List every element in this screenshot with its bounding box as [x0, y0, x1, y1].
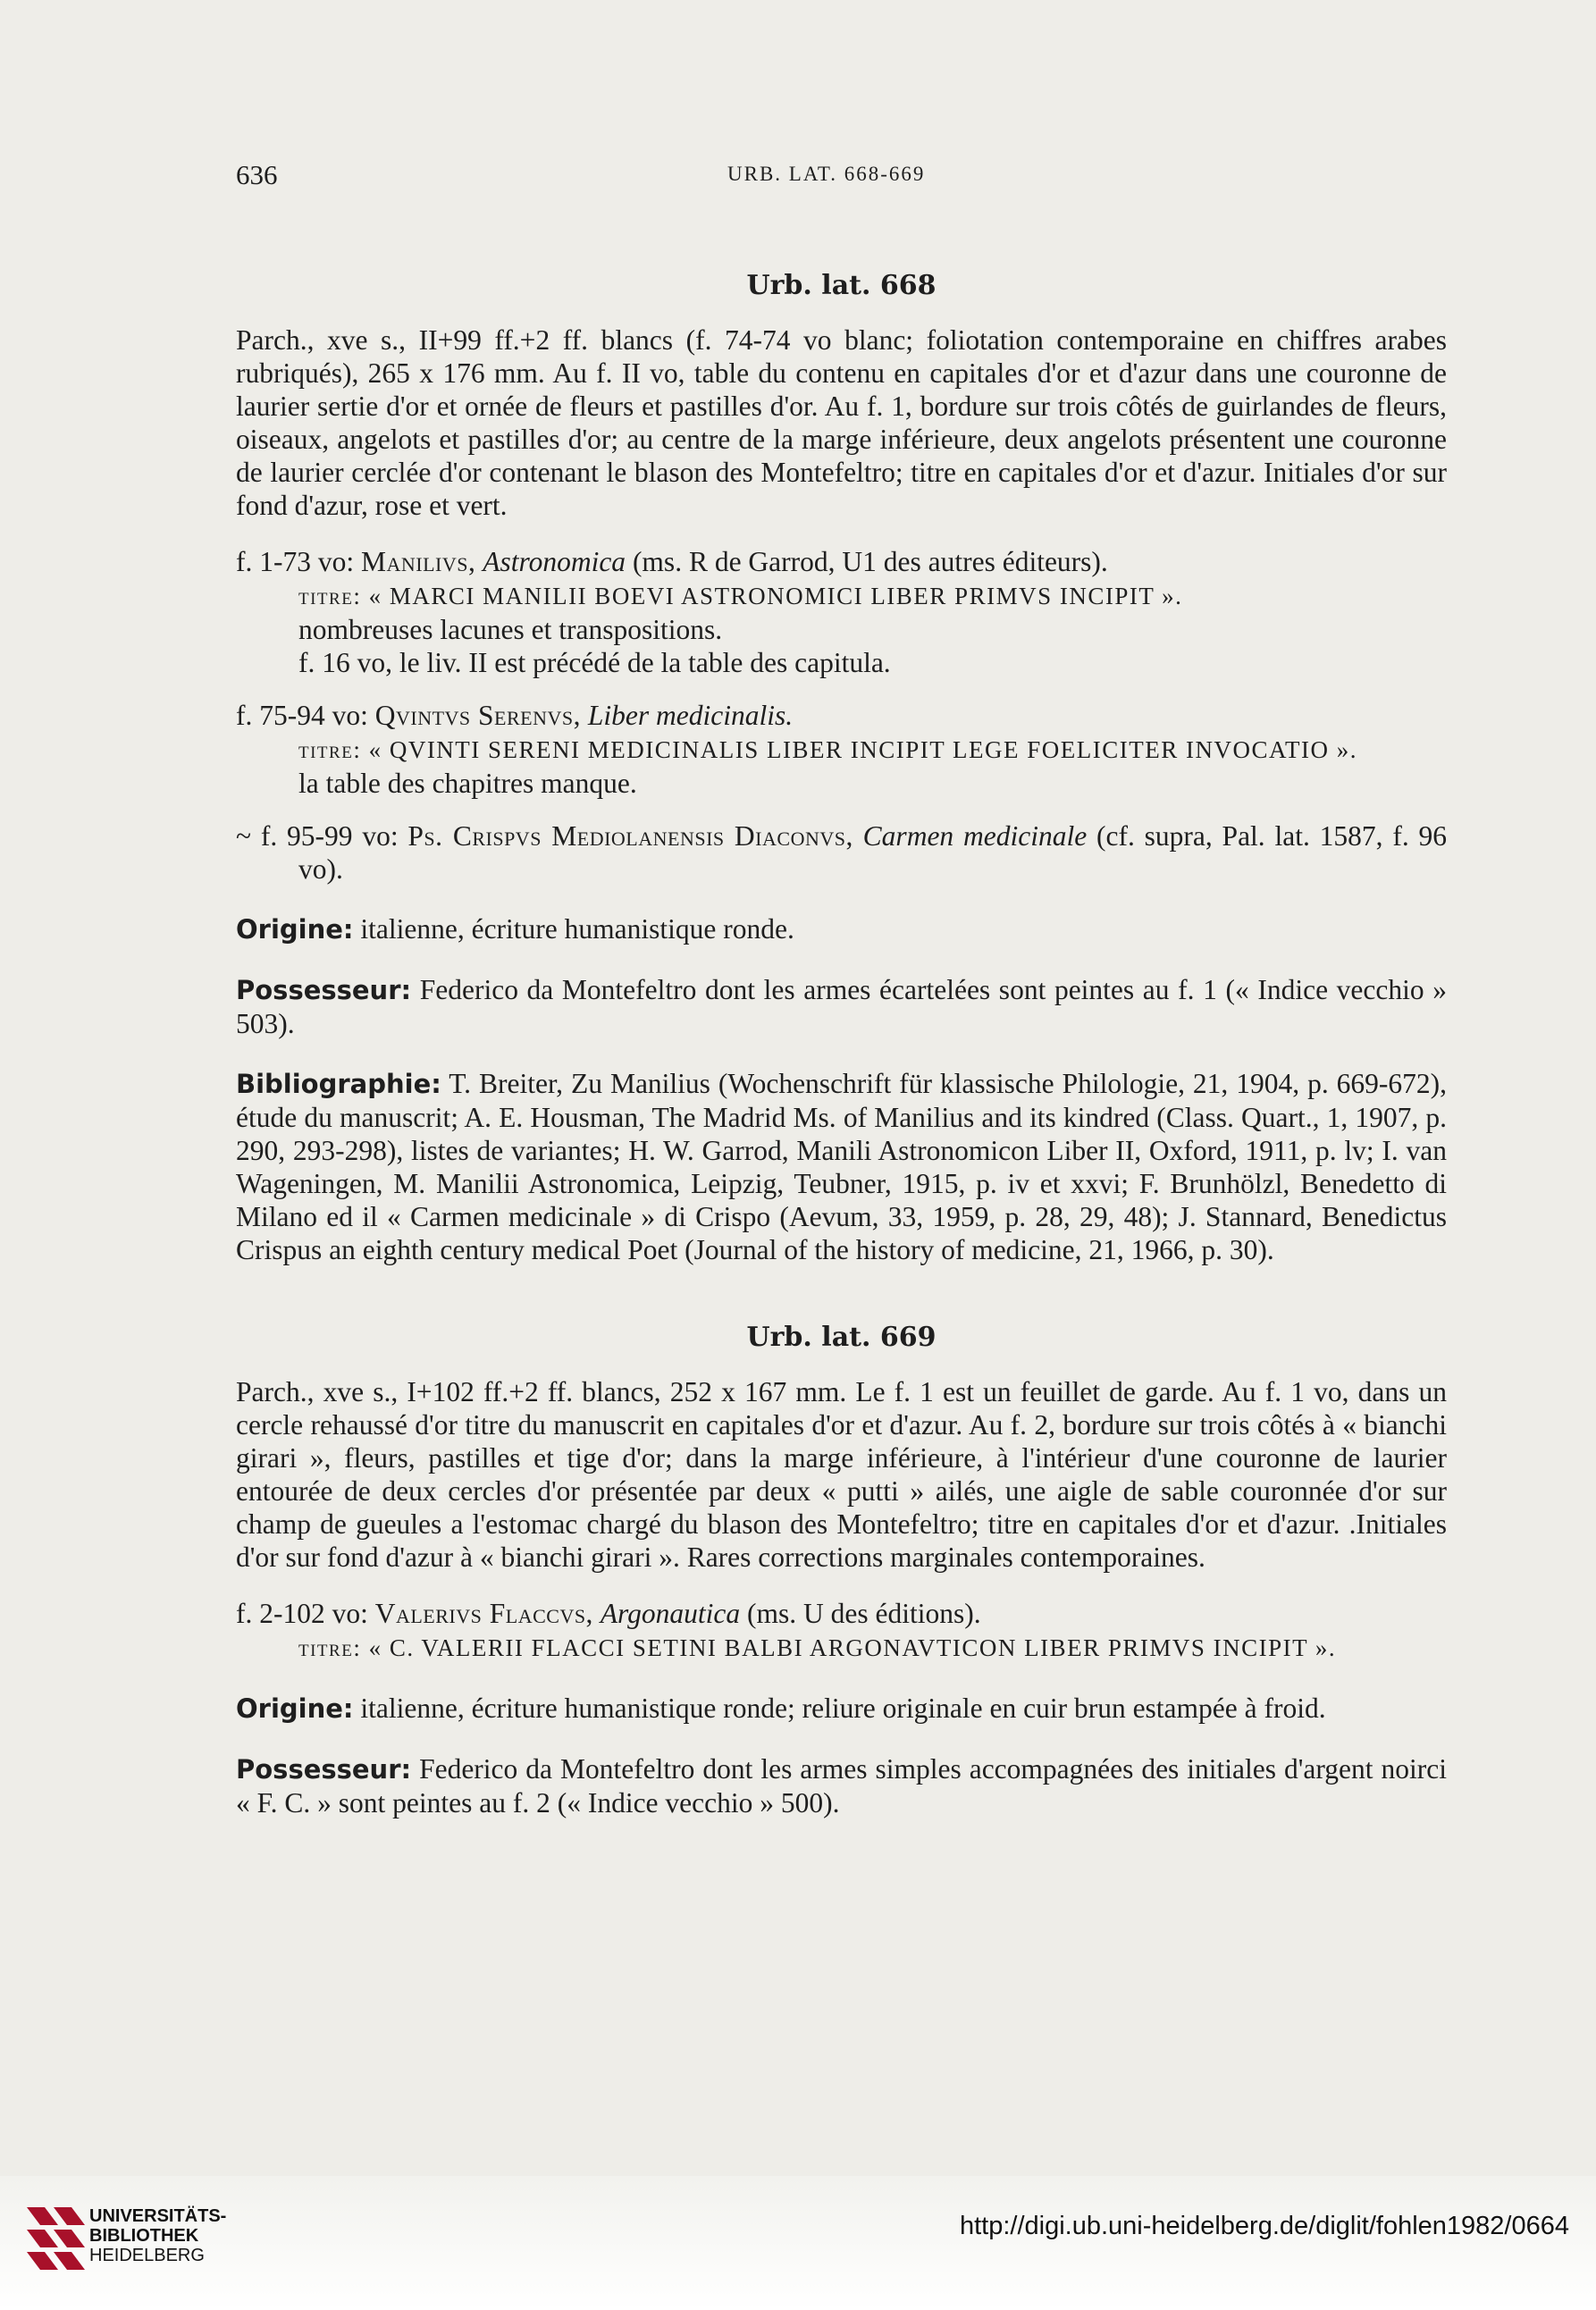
bibliographie-text: T. Breiter, Zu Manilius (Wochenschrift für klassische Philologie, 21, 1904, p. 669-672), étude du manuscrit; A. E. Housman, The Madrid Ms. of Manilius and its kindred (Class. Quart., 1, 1907, p. 290, 293-298), listes de variantes; H. W. Garrod, Manili Astronomicon Liber II, Oxford, 1911, p. lv; I. van Wageningen, M. Manilii Astronomica, Leipzig, Teubner, 1915, p. iv et xxvi; F. Brunhölzl, Benedetto di Milano ed il « Carmen medicinale » di Crispo (Aevum, 33, 1959, p. 28, 29, 48); J. Stannard, Benedictus Crispus an eighth century medical Poet (Journal of the history of medicine, 21, 1966, p. 30). [236, 1068, 1447, 1265]
possesseur-label: Possesseur: [236, 1754, 412, 1785]
entry-work: Carmen medicinale [862, 820, 1088, 852]
entry-serenus [236, 699, 1447, 732]
entry-titre: titre: « MARCI MANILII BOEVI ASTRONOMICI LIBER PRIMVS INCIPIT ». [298, 583, 1183, 609]
entry-folio: f. 75-94 vo: [236, 700, 368, 731]
entry-rest: (ms. U des éditions). [747, 1598, 981, 1629]
entry-author: Manilivs, [360, 546, 476, 577]
viewer-footer [0, 2176, 1596, 2310]
entry-titre: titre: « C. VALERII FLACCI SETINI BALBI ARGONAVTICON LIBER PRIMVS INCIPIT ». [298, 1634, 1337, 1661]
entry-folio: f. 1-73 vo: [236, 546, 355, 577]
entry-work: Liber medicinalis. [587, 700, 794, 731]
origine-label: Origine: [236, 1693, 354, 1724]
bibliographie-label: Bibliographie: [236, 1069, 441, 1099]
bibliographie-668 [236, 1067, 1447, 1266]
permalink-url[interactable]: http://digi.ub.uni-heidelberg.de/diglit/fohlen1982/0664 [959, 2212, 1569, 2240]
entry-folio: f. 2-102 vo: [236, 1598, 368, 1629]
entry-author: Valerivs Flaccvs, [374, 1598, 593, 1629]
entry-note: la table des chapitres manque. [298, 768, 637, 799]
library-name: UNIVERSITÄTS- BIBLIOTHEK HEIDELBERG [89, 2206, 227, 2265]
entry-rest: (ms. R de Garrod, U1 des autres éditeurs). [632, 546, 1108, 577]
origine-label: Origine: [236, 914, 354, 945]
page-number: 636 [236, 159, 278, 190]
description-668: Parch., xve s., II+99 ff.+2 ff. blancs (f. 74-74 vo blanc; foliotation contemporaine en chiffres arabes rubriqués), 265 x 176 mm. Au f. II vo, table du contenu en capitales d'or et d'azur dans une couronne de laurier sertie d'or et ornée de fleurs et pastilles d'or. Au f. 1, bordure sur trois côtés de guirlandes de fleurs, oiseaux, angelots et pastilles d'or; au centre de la marge inférieure, deux angelots présentent une couronne de laurier cerclée d'or contenant le blason des Montefeltro; titre en capitales d'or et d'azur. Initiales d'or sur fond d'azur, rose et vert. [236, 324, 1447, 521]
section-title-668: Urb. lat. 668 [746, 270, 937, 301]
description-669: Parch., xve s., I+102 ff.+2 ff. blancs, 252 x 167 mm. Le f. 1 est un feuillet de garde. Au f. 1 vo, dans un cercle rehaussé d'or titre du manuscrit en capitales d'or et d'azur. Au f. 2, bordure sur trois côtés à « bianchi girari », fleurs, pastilles et tige d'or; dans la marge inférieure, à l'intérieur d'une couronne de laurier entourée de deux cercles d'or présentée par deux « putti » ailés, une aigle de sable couronnée d'or sur champ de gueules a l'estomac chargé du blason des Montefeltro; titre en capitales d'or et d'azur. .Initiales d'or sur fond d'azur à « bianchi girari ». Rares corrections marginales contemporaines. [236, 1376, 1447, 1573]
possesseur-label: Possesseur: [236, 975, 412, 1005]
entry-crispus [236, 819, 1447, 886]
possesseur-text: Federico da Montefeltro dont les armes écartelées sont peintes au f. 1 (« Indice vecchio » 503). [236, 974, 1447, 1039]
entry-note: f. 16 vo, le liv. II est précédé de la table des capitula. [298, 647, 891, 678]
origine-668 [236, 912, 1447, 946]
section-title-669: Urb. lat. 669 [746, 1322, 937, 1353]
entry-work: Argonautica [600, 1598, 741, 1629]
origine-669 [236, 1692, 1447, 1726]
entry-manilius [236, 545, 1447, 578]
possesseur-text: Federico da Montefeltro dont les armes simples accompagnées des initiales d'argent noirci « F. C. » sont peintes au f. 2 (« Indice vecchio » 500). [236, 1753, 1447, 1819]
entry-work: Astronomica [483, 546, 626, 577]
entry-author: Ps. Crispvs Mediolanensis Diaconvs, [407, 820, 853, 852]
entry-author: Qvintvs Serenvs, [374, 700, 581, 731]
possesseur-668 [236, 973, 1447, 1040]
entry-folio: ~ f. 95-99 vo: [236, 820, 399, 852]
running-title: URB. LAT. 668-669 [727, 163, 926, 185]
possesseur-669 [236, 1752, 1447, 1819]
page-body [236, 268, 1447, 1835]
entry-note: nombreuses lacunes et transpositions. [298, 614, 723, 645]
running-header [236, 159, 1453, 195]
origine-text: italienne, écriture humanistique ronde. [360, 913, 794, 945]
entry-valerius [236, 1597, 1447, 1630]
origine-text: italienne, écriture humanistique ronde; reliure originale en cuir brun estampée à froid. [360, 1693, 1326, 1724]
entry-titre: titre: « QVINTI SERENI MEDICINALIS LIBER INCIPIT LEGE FOELICITER INVOCATIO ». [298, 736, 1357, 763]
entry-rest: (cf. supra, Pal. lat. 1587, f. 96 vo). [298, 820, 1448, 885]
